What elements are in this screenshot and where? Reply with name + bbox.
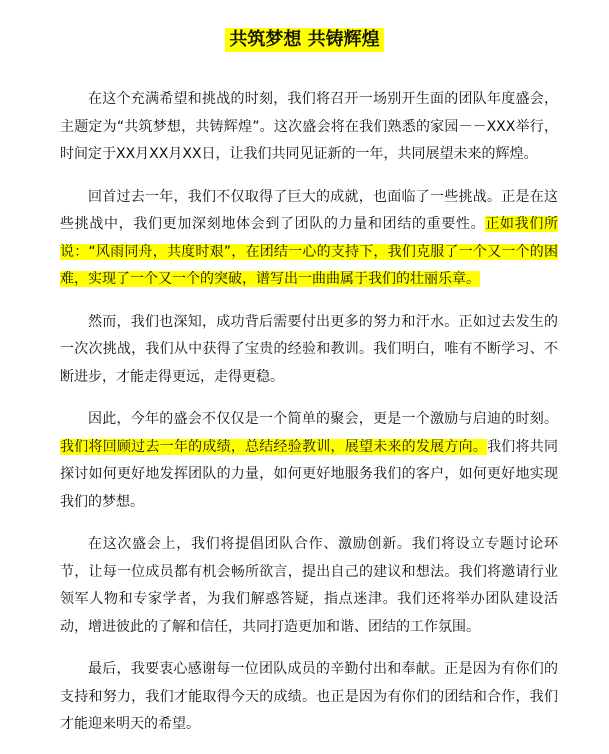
- paragraph-text: 然而，我们也深知，成功背后需要付出更多的努力和汗水。正如过去发生的一次次挑战，我们从中获得了宝贵的经验和教训。我们明白，唯有不断学习、不断进步，才能走得更远，走得更稳。: [60, 313, 558, 385]
- title-row: [0, 28, 609, 52]
- paragraph-text: 在这个充满希望和挑战的时刻，我们将召开一场别开生面的团队年度盛会，主题定为“共筑梦想，共铸辉煌”。这次盛会将在我们熟悉的家园－－XXX举行，时间定于XX月XX月XX日，让我们共同见证新的一年，共同展望未来的辉煌。: [60, 91, 558, 162]
- paragraph-purpose: [60, 406, 558, 516]
- highlighted-text: 正如我们所说：“风雨同舟，共度时艰”，在团结一心的支持下，我们克服了一个又一个的困难，实现了一个又一个的突破，谱写出一曲曲属于我们的壮丽乐章。: [60, 216, 559, 287]
- paragraph-text: 回首过去一年，我们不仅取得了巨大的成就，也面临了一些挑战。正是在这些挑战中，我们更加深刻地体会到了团队的力量和团结的重要性。: [60, 188, 558, 232]
- paragraph-text: 因此，今年的盛会不仅仅是一个简单的聚会，更是一个激励与启迪的时刻。: [88, 411, 558, 427]
- paragraph-review: [60, 184, 558, 294]
- paragraph-text: 最后，我要衷心感谢每一位团队成员的辛勤付出和奉献。正是因为有你们的支持和努力，我们才能取得今天的成绩。也正是因为有你们的团结和合作，我们才能迎来明天的希望。: [60, 661, 558, 732]
- document-title: 共筑梦想 共铸辉煌: [225, 28, 383, 52]
- paragraph-thanks: [60, 656, 558, 739]
- paragraph-text: 在这次盛会上，我们将提倡团队合作、激励创新。我们将设立专题讨论环节，让每一位成员都有机会畅所欲言，提出自己的建议和想法。我们将邀请行业领军人物和专家学者，为我们解惑答疑，指点迷津。我们还将举办团队建设活动，增进彼此的了解和信任，共同打造更加和谐、团结的工作氛围。: [60, 536, 558, 635]
- paragraph-text: 我们将共同探讨如何更好地发挥团队的力量，如何更好地服务我们的客户，如何更好地实现我们的梦想。: [60, 438, 559, 510]
- highlighted-text: 我们将回顾过去一年的成绩，总结经验教训，展望未来的发展方向。: [60, 438, 488, 455]
- document-body: [60, 86, 558, 754]
- paragraph-agenda: [60, 531, 558, 641]
- paragraph-intro: [60, 86, 558, 169]
- paragraph-lessons: [60, 309, 558, 392]
